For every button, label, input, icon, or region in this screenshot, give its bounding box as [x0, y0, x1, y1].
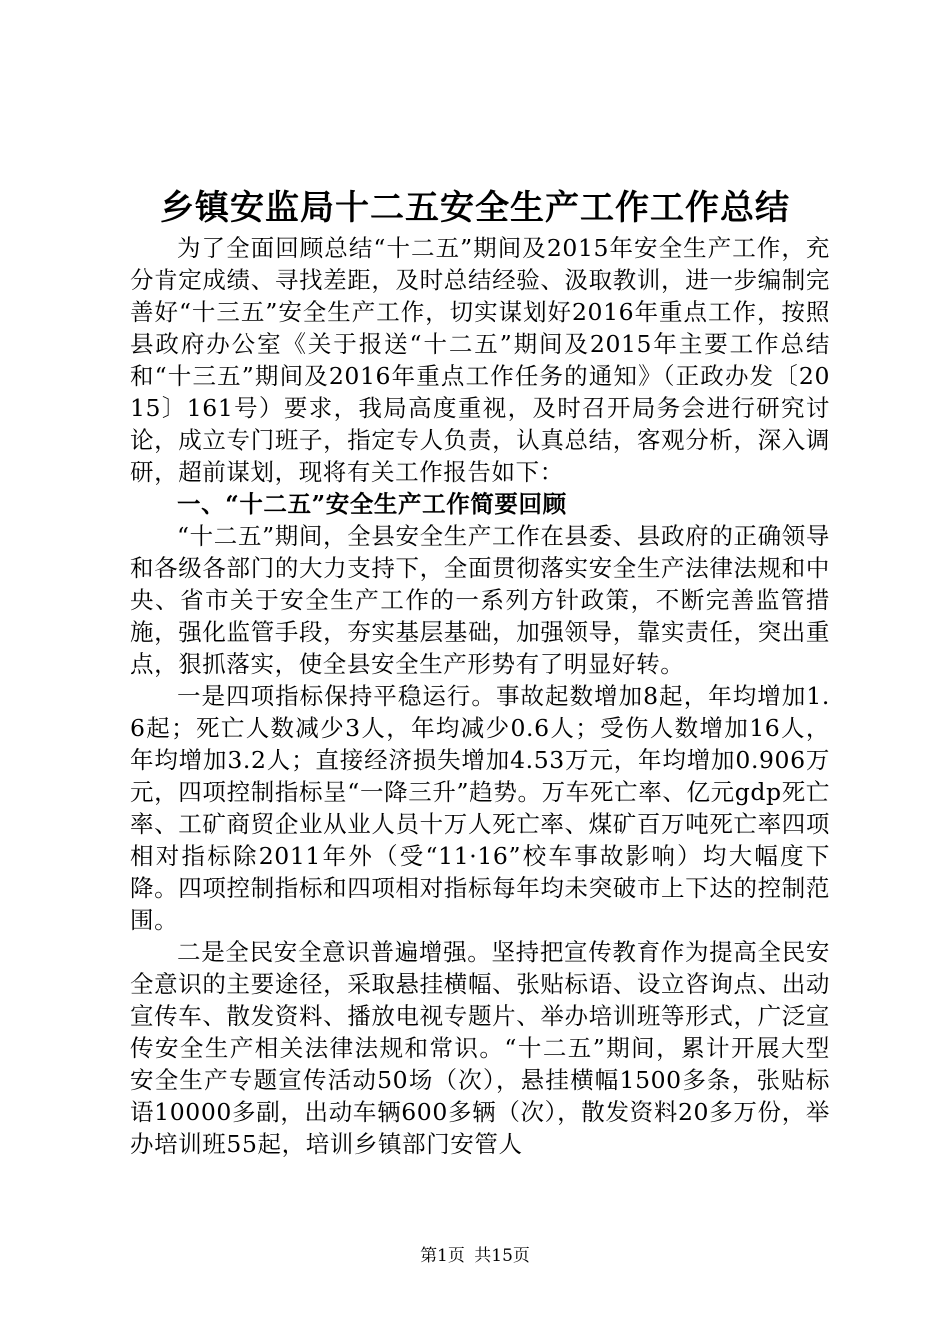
page-footer [0, 1244, 950, 1268]
page-number: 第1页 [420, 1246, 465, 1266]
section-paragraph-awareness: 二是全民安全意识普遍增强。坚持把宣传教育作为提高全民安全意识的主要途径，采取悬挂横幅、张贴标语、设立咨询点、出动宣传车、散发资料、播放电视专题片、举办培训班等形式，广泛宣传安全生产相关法律法规和常识。“十二五”期间，累计开展大型安全生产专题宣传活动50场（次），悬挂横幅1500多条，张贴标语10000多副，出动车辆600多辆（次），散发资料20多万份，举办培训班55起，培训乡镇部门安管人 [130, 938, 830, 1158]
section-heading: 一、“十二五”安全生产工作简要回顾 [177, 490, 567, 518]
document-title: 乡镇安监局十二五安全生产工作工作总结 [160, 188, 790, 228]
document-body [130, 232, 830, 1160]
section-paragraph-overview: “十二五”期间，全县安全生产工作在县委、县政府的正确领导和各级各部门的大力支持下，全面贯彻落实安全生产法律法规和中央、省市关于安全生产工作的一系列方针政策，不断完善监管措施，强化监管手段，夯实基层基础，加强领导，靠实责任，突出重点，狠抓落实，使全县安全生产形势有了明显好转。 [130, 522, 830, 678]
page-total: 共15页 [474, 1246, 530, 1266]
section-paragraph-indicators: 一是四项指标保持平稳运行。事故起数增加8起，年均增加1.6起；死亡人数减少3人，年均减少0.6人；受伤人数增加16人，年均增加3.2人；直接经济损失增加4.53万元，年均增加0.906万元，四项控制指标呈“一降三升”趋势。万车死亡率、亿元gdp死亡率、工矿商贸企业从业人员十万人死亡率、煤矿百万吨死亡率四项相对指标除2011年外（受“11·16”校车事故影响）均大幅度下降。四项控制指标和四项相对指标每年均未突破市上下达的控制范围。 [130, 682, 830, 934]
intro-paragraph: 为了全面回顾总结“十二五”期间及2015年安全生产工作，充分肯定成绩、寻找差距，及时总结经验、汲取教训，进一步编制完善好“十三五”安全生产工作，切实谋划好2016年重点工作，按照县政府办公室《关于报送“十二五”期间及2015年主要工作总结和“十三五”期间及2016年重点工作任务的通知》（正政办发〔2015〕161号）要求，我局高度重视，及时召开局务会进行研究讨论，成立专门班子，指定专人负责，认真总结，客观分析，深入调研，超前谋划，现将有关工作报告如下： [130, 234, 830, 486]
